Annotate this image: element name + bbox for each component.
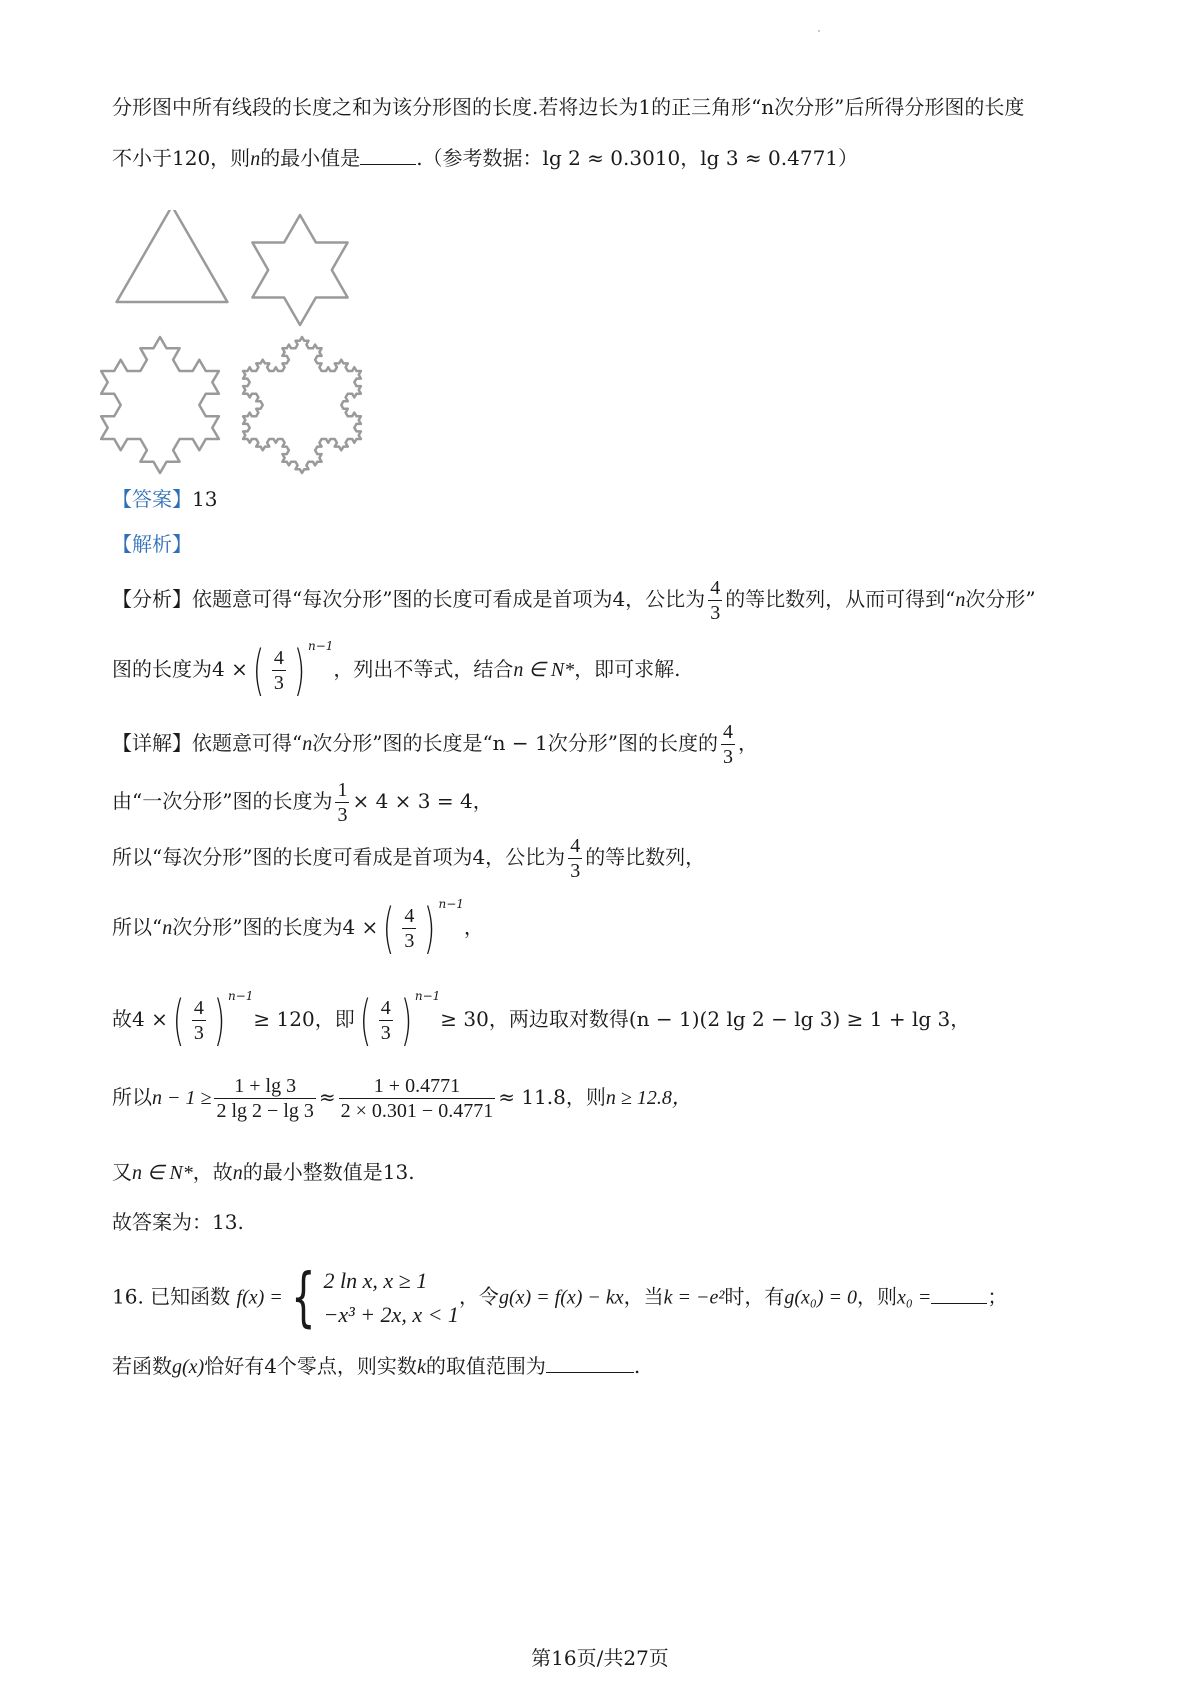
piecewise-cases: 2 ln x, x ≥ 1 −x³ + 2x, x < 1: [323, 1268, 459, 1327]
xiangjie-line4: 所以“n次分形”图的长度为4 ×( $\frac{4}{3}$ ) $^{n-1}$，: [112, 896, 484, 960]
fenxi-line2: 图的长度为4 ×( $\frac{4}{3}$ ) $^{n-1}$，列出不等式，结合n ∈ N*，即可求解.: [112, 638, 681, 702]
problem16-line1: 16. 已知函数 f(x) = { 2 ln x, x ≥ 1 −x³ + 2x, x < 1 ，令g(x) = f(x) − kx，当k = −e²时，有g(x₀) = 0，则x₀ = ；: [112, 1261, 1008, 1335]
x0-blank: [931, 1289, 987, 1304]
fenxi-line1: 【分析】依题意可得“每次分形”图的长度可看成是首项为4，公比为 $\frac{4}{3}$ 的等比数列，从而可得到“n次分形”: [112, 577, 1036, 624]
xiangjie-line6: 所以n − 1 ≥ $\frac{1 + \lg 3}{2 \lg 2 - \lg 3}$ ≈ $\frac{1 + 0.4771}{2 \times 0.301 - 0.4771}$ ≈ 11.8，则n ≥ 12.8，: [112, 1075, 692, 1122]
problem15-line1: 分形图中所有线段的长度之和为该分形图的长度.若将边长为1的正三角形“n次分形”后所得分形图的长度: [112, 95, 1025, 119]
scan-speck: [818, 30, 820, 32]
answer-blank: [360, 150, 416, 165]
fractal-stage-2: [101, 337, 219, 473]
xiangjie-line3: 所以“每次分形”图的长度可看成是首项为4，公比为 $\frac{4}{3}$ 的等比数列，: [112, 835, 706, 882]
fractal-stage-3: [243, 337, 361, 473]
xiangjie-line2: 由“一次分形”图的长度为 $\frac{1}{3}$ × 4 × 3 = 4，: [112, 779, 493, 826]
fraction-4-3: $\frac{4}{3}$: [710, 577, 721, 624]
answer-value: 13: [192, 487, 218, 511]
koch-snowflake-figure: [100, 210, 400, 510]
k-range-blank: [546, 1358, 634, 1373]
xiangjie-line8: 故答案为：13.: [112, 1210, 244, 1234]
problem16-line2: 若函数g(x)恰好有4个零点，则实数k的取值范围为 .: [112, 1354, 641, 1378]
fractal-stage-1: [252, 215, 347, 325]
problem15-line2: 不小于120，则n的最小值是 .（参考数据：lg 2 ≈ 0.3010，lg 3 ≈ 0.4771）: [112, 146, 859, 170]
page-footer: 第16页/共27页: [531, 1646, 669, 1670]
analysis-label: 【解析】: [112, 532, 192, 556]
xiangjie-line5: 故4 ×( $\frac{4}{3}$ ) $^{n-1}$≥ 120，即( $\frac{4}{3}$ ) $^{n-1}$≥ 30，两边取对数得(n − 1)(2 lg 2 − lg 3) ≥ 1 + lg 3，: [112, 988, 971, 1052]
xiangjie-line1: 【详解】依题意可得“n次分形”图的长度是“n − 1次分形”图的长度的 $\frac{4}{3}$ ，: [112, 721, 758, 768]
answer-label: 【答案】: [112, 487, 192, 511]
xiangjie-line7: 又n ∈ N*，故n的最小整数值是13.: [112, 1160, 415, 1184]
fractal-stage-0: [117, 210, 228, 302]
answer-line: [112, 489, 217, 509]
